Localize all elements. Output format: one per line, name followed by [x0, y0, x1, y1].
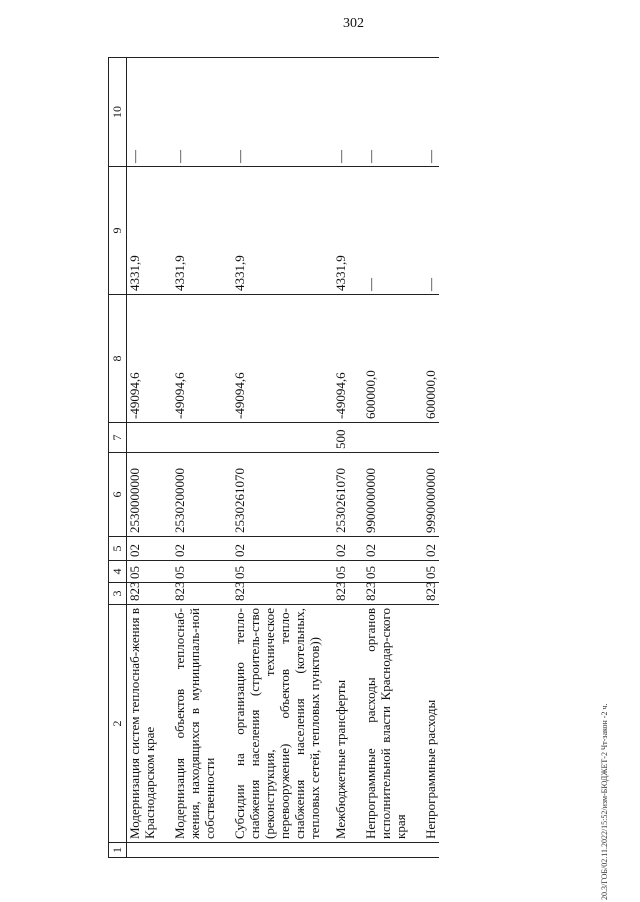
row-number-cell: [349, 843, 409, 858]
subsection-cell: 02: [158, 537, 218, 561]
section-cell: 05: [409, 561, 439, 583]
table-row: [218, 58, 323, 858]
amount-cell: -49094,6: [127, 295, 159, 423]
target-article-cell: 9900000000: [349, 453, 409, 537]
subsection-cell: 02: [127, 537, 159, 561]
column-header: 9: [109, 167, 127, 295]
amount-cell: 4331,9: [323, 167, 349, 295]
amount-cell: -49094,6: [323, 295, 349, 423]
amount-cell: 4331,9: [218, 167, 323, 295]
subsection-cell: 02: [323, 537, 349, 561]
section-cell: 05: [127, 561, 159, 583]
expense-type-cell: 500: [323, 423, 349, 453]
row-name-cell: Модернизация систем теплоснаб-жения в Краснодарском крае: [127, 605, 159, 843]
table-row: [158, 58, 218, 858]
subsection-cell: 02: [349, 537, 409, 561]
column-header: 2: [109, 605, 127, 843]
amount-cell: —: [409, 58, 439, 167]
expense-type-cell: [158, 423, 218, 453]
amount-cell: —: [409, 167, 439, 295]
code-cell: 823: [158, 583, 218, 605]
expense-type-cell: [409, 423, 439, 453]
row-name-cell: Непрограммные расходы: [409, 605, 439, 843]
column-header: 7: [109, 423, 127, 453]
column-header: 5: [109, 537, 127, 561]
column-header: 6: [109, 453, 127, 537]
amount-cell: -49094,6: [158, 295, 218, 423]
amount-cell: —: [349, 58, 409, 167]
amount-cell: 600000,0: [349, 295, 409, 423]
amount-cell: 4331,9: [158, 167, 218, 295]
row-name-cell: Межбюджетные трансферты: [323, 605, 349, 843]
code-cell: 823: [218, 583, 323, 605]
code-cell: 823: [323, 583, 349, 605]
amount-cell: —: [127, 58, 159, 167]
table-row: [409, 58, 439, 858]
amount-cell: 600000,0: [409, 295, 439, 423]
amount-cell: —: [218, 58, 323, 167]
section-cell: 05: [323, 561, 349, 583]
target-article-cell: 2530261070: [218, 453, 323, 537]
column-number-row: [109, 58, 127, 858]
code-cell: 823: [349, 583, 409, 605]
row-number-cell: [323, 843, 349, 858]
code-cell: 823: [127, 583, 159, 605]
margin-note: 20.3/ГОБ/02.11.2022/15:52/изм-БЮДЖЕТ-2 Чт-закон -2 ч.: [600, 703, 609, 900]
code-cell: 823: [409, 583, 439, 605]
column-header: 4: [109, 561, 127, 583]
subsection-cell: 02: [409, 537, 439, 561]
column-header: 1: [109, 843, 127, 858]
amount-cell: —: [323, 58, 349, 167]
budget-table: [108, 57, 439, 858]
row-number-cell: [158, 843, 218, 858]
expense-type-cell: [127, 423, 159, 453]
target-article-cell: 2530000000: [127, 453, 159, 537]
row-name-cell: Модернизация объектов теплоснаб-жения, находящихся в муниципаль-ной собственности: [158, 605, 218, 843]
subsection-cell: 02: [218, 537, 323, 561]
table-row: [349, 58, 409, 858]
amount-cell: —: [158, 58, 218, 167]
row-number-cell: [409, 843, 439, 858]
column-header: 10: [109, 58, 127, 167]
expense-type-cell: [349, 423, 409, 453]
target-article-cell: 2530200000: [158, 453, 218, 537]
amount-cell: -49094,6: [218, 295, 323, 423]
budget-table-rotated: [108, 58, 508, 858]
row-name-cell: Непрограммные расходы органов исполнительной власти Краснодар-ского края: [349, 605, 409, 843]
table-row: [323, 58, 349, 858]
row-number-cell: [218, 843, 323, 858]
section-cell: 05: [218, 561, 323, 583]
column-header: 3: [109, 583, 127, 605]
page-number: 302: [343, 16, 364, 31]
column-header: 8: [109, 295, 127, 423]
amount-cell: —: [349, 167, 409, 295]
target-article-cell: 9990000000: [409, 453, 439, 537]
row-number-cell: [127, 843, 159, 858]
section-cell: 05: [158, 561, 218, 583]
row-name-cell: Субсидии на организацию тепло-снабжения населения (строитель-ство (реконструкция, техническое перевооружение) объектов тепло-снабжения населения (котельных, тепловых сетей, тепловых пунктов)): [218, 605, 323, 843]
amount-cell: 4331,9: [127, 167, 159, 295]
target-article-cell: 2530261070: [323, 453, 349, 537]
table-row: [127, 58, 159, 858]
expense-type-cell: [218, 423, 323, 453]
section-cell: 05: [349, 561, 409, 583]
